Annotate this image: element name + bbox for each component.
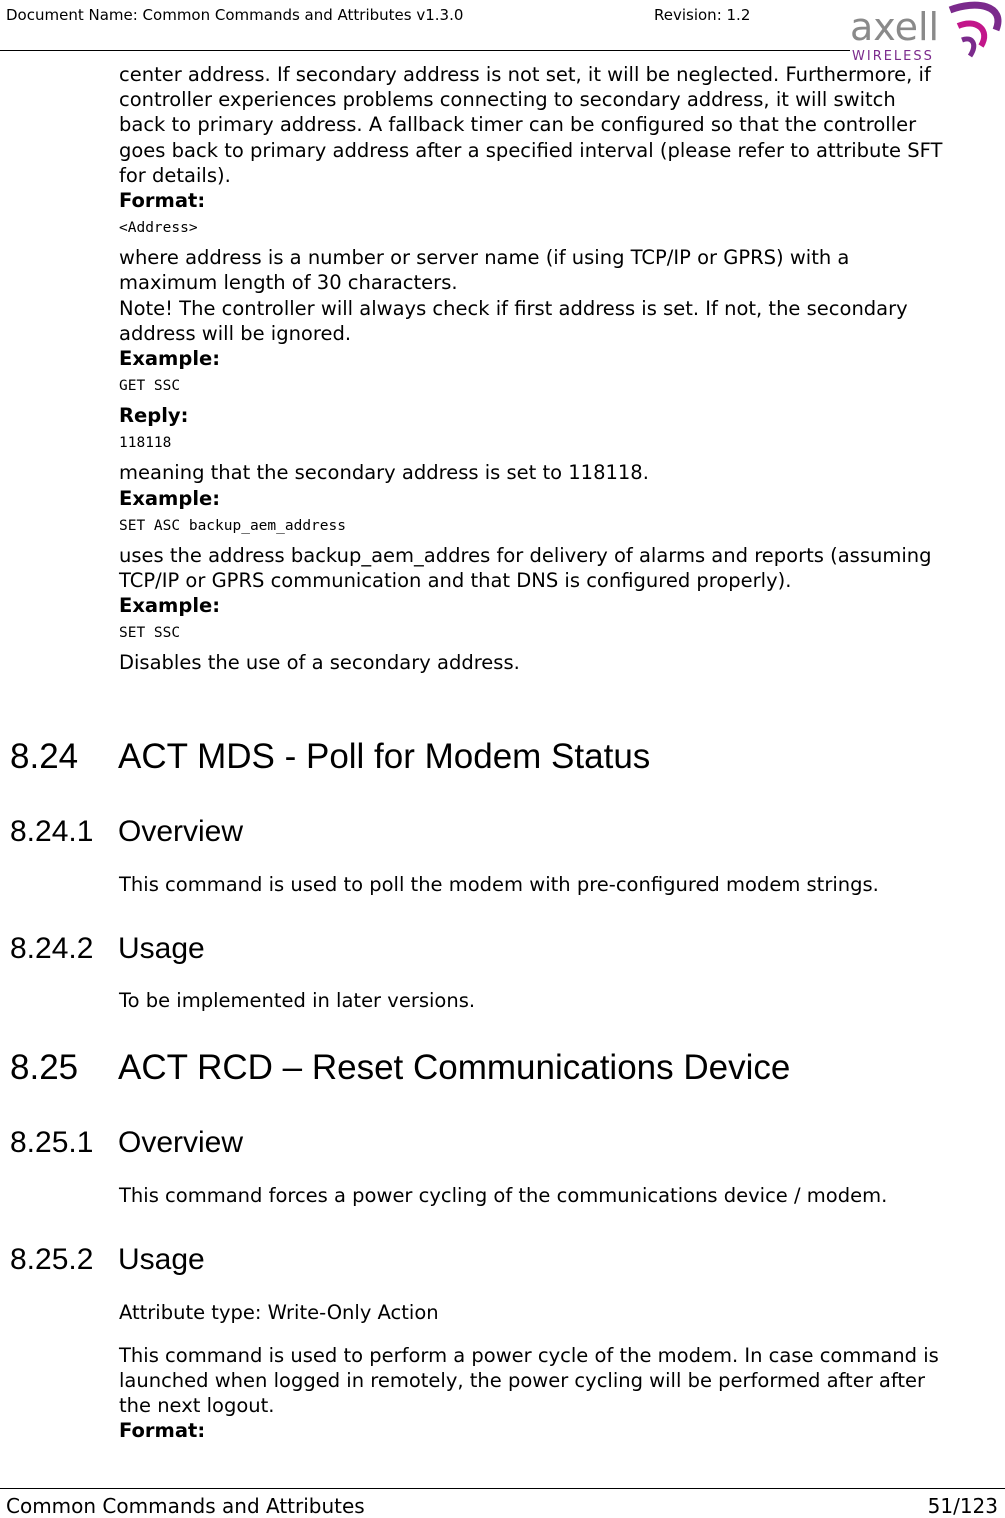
paragraph-line: To be implemented in later versions.	[119, 989, 476, 1012]
subsection-heading-8-25-2	[10, 1243, 205, 1277]
paragraph-line: controller experiences problems connecting to secondary address, it will switch	[119, 88, 896, 112]
example-code: GET SSC	[119, 378, 181, 395]
paragraph-line: This command is used to poll the modem with pre-configured modem strings.	[119, 873, 879, 896]
example-code: SET ASC backup_aem_address	[119, 517, 346, 534]
paragraph-line: the next logout.	[119, 1394, 275, 1417]
paragraph-line: meaning that the secondary address is set to 118118.	[119, 461, 649, 485]
subsection-heading-8-24-2	[10, 932, 205, 966]
example-label: Example:	[119, 486, 221, 510]
example-code: SET SSC	[119, 625, 181, 642]
paragraph-line: center address. If secondary address is not set, it will be neglected. Furthermore, if	[119, 63, 931, 86]
paragraph-line: goes back to primary address after a specified interval (please refer to attribute SFT	[119, 138, 943, 162]
logo-text: axell	[850, 5, 940, 49]
example-label: Example:	[119, 347, 221, 371]
section-title: ACT MDS - Poll for Modem Status	[118, 737, 651, 776]
section-title: ACT RCD – Reset Communications Device	[118, 1048, 791, 1087]
footer-divider	[0, 1488, 1005, 1489]
paragraph-line: for details).	[119, 163, 231, 187]
format-label: Format:	[119, 189, 206, 213]
paragraph-line: launched when logged in remotely, the power cycling will be performed after after	[119, 1369, 926, 1392]
document-name: Document Name: Common Commands and Attributes v1.3.0	[6, 6, 464, 24]
subsection-title: Overview	[118, 815, 244, 848]
subsection-number: 8.25.2	[10, 1243, 94, 1276]
format-label: Format:	[119, 1419, 206, 1442]
section-heading-8-24	[10, 737, 650, 777]
subsection-heading-8-24-1	[10, 815, 243, 849]
attribute-type: Attribute type: Write-Only Action	[119, 1301, 439, 1324]
paragraph-line: uses the address backup_aem_addres for delivery of alarms and reports (assuming	[119, 543, 932, 567]
section-number: 8.25	[10, 1048, 79, 1087]
paragraph-line: Disables the use of a secondary address.	[119, 651, 520, 675]
paragraph-line: Note! The controller will always check if first address is set. If not, the secondary	[119, 296, 908, 320]
subsection-title: Usage	[118, 1243, 205, 1276]
subsection-title: Usage	[118, 932, 205, 965]
section-heading-8-25	[10, 1048, 790, 1088]
footer-title: Common Commands and Attributes	[6, 1494, 365, 1518]
axell-wireless-logo	[846, 0, 1005, 66]
subsection-number: 8.24.2	[10, 932, 94, 965]
paragraph-line: address will be ignored.	[119, 321, 352, 345]
example-label: Example:	[119, 594, 221, 618]
subsection-number: 8.24.1	[10, 815, 94, 848]
logo-swoosh-inner	[962, 39, 974, 56]
paragraph-line: maximum length of 30 characters.	[119, 271, 458, 295]
subsection-heading-8-25-1	[10, 1126, 243, 1160]
page-number: 51/123	[927, 1494, 998, 1518]
paragraph-line: back to primary address. A fallback timer can be configured so that the controller	[119, 113, 917, 137]
reply-code: 118118	[119, 435, 172, 452]
subsection-title: Overview	[118, 1126, 244, 1159]
reply-label: Reply:	[119, 404, 189, 428]
format-code: <Address>	[119, 220, 198, 237]
subsection-number: 8.25.1	[10, 1126, 94, 1159]
section-number: 8.24	[10, 737, 79, 776]
paragraph-line: TCP/IP or GPRS communication and that DNS is configured properly).	[119, 569, 792, 593]
revision: Revision: 1.2	[654, 6, 751, 24]
paragraph-line: This command is used to perform a power cycle of the modem. In case command is	[119, 1344, 939, 1367]
continued-section-body	[119, 62, 1005, 676]
paragraph-line: This command forces a power cycling of the communications device / modem.	[119, 1184, 888, 1207]
paragraph-line: where address is a number or server name (if using TCP/IP or GPRS) with a	[119, 246, 850, 270]
header-divider	[0, 50, 850, 51]
logo-subtext: WIRELESS	[852, 49, 934, 64]
